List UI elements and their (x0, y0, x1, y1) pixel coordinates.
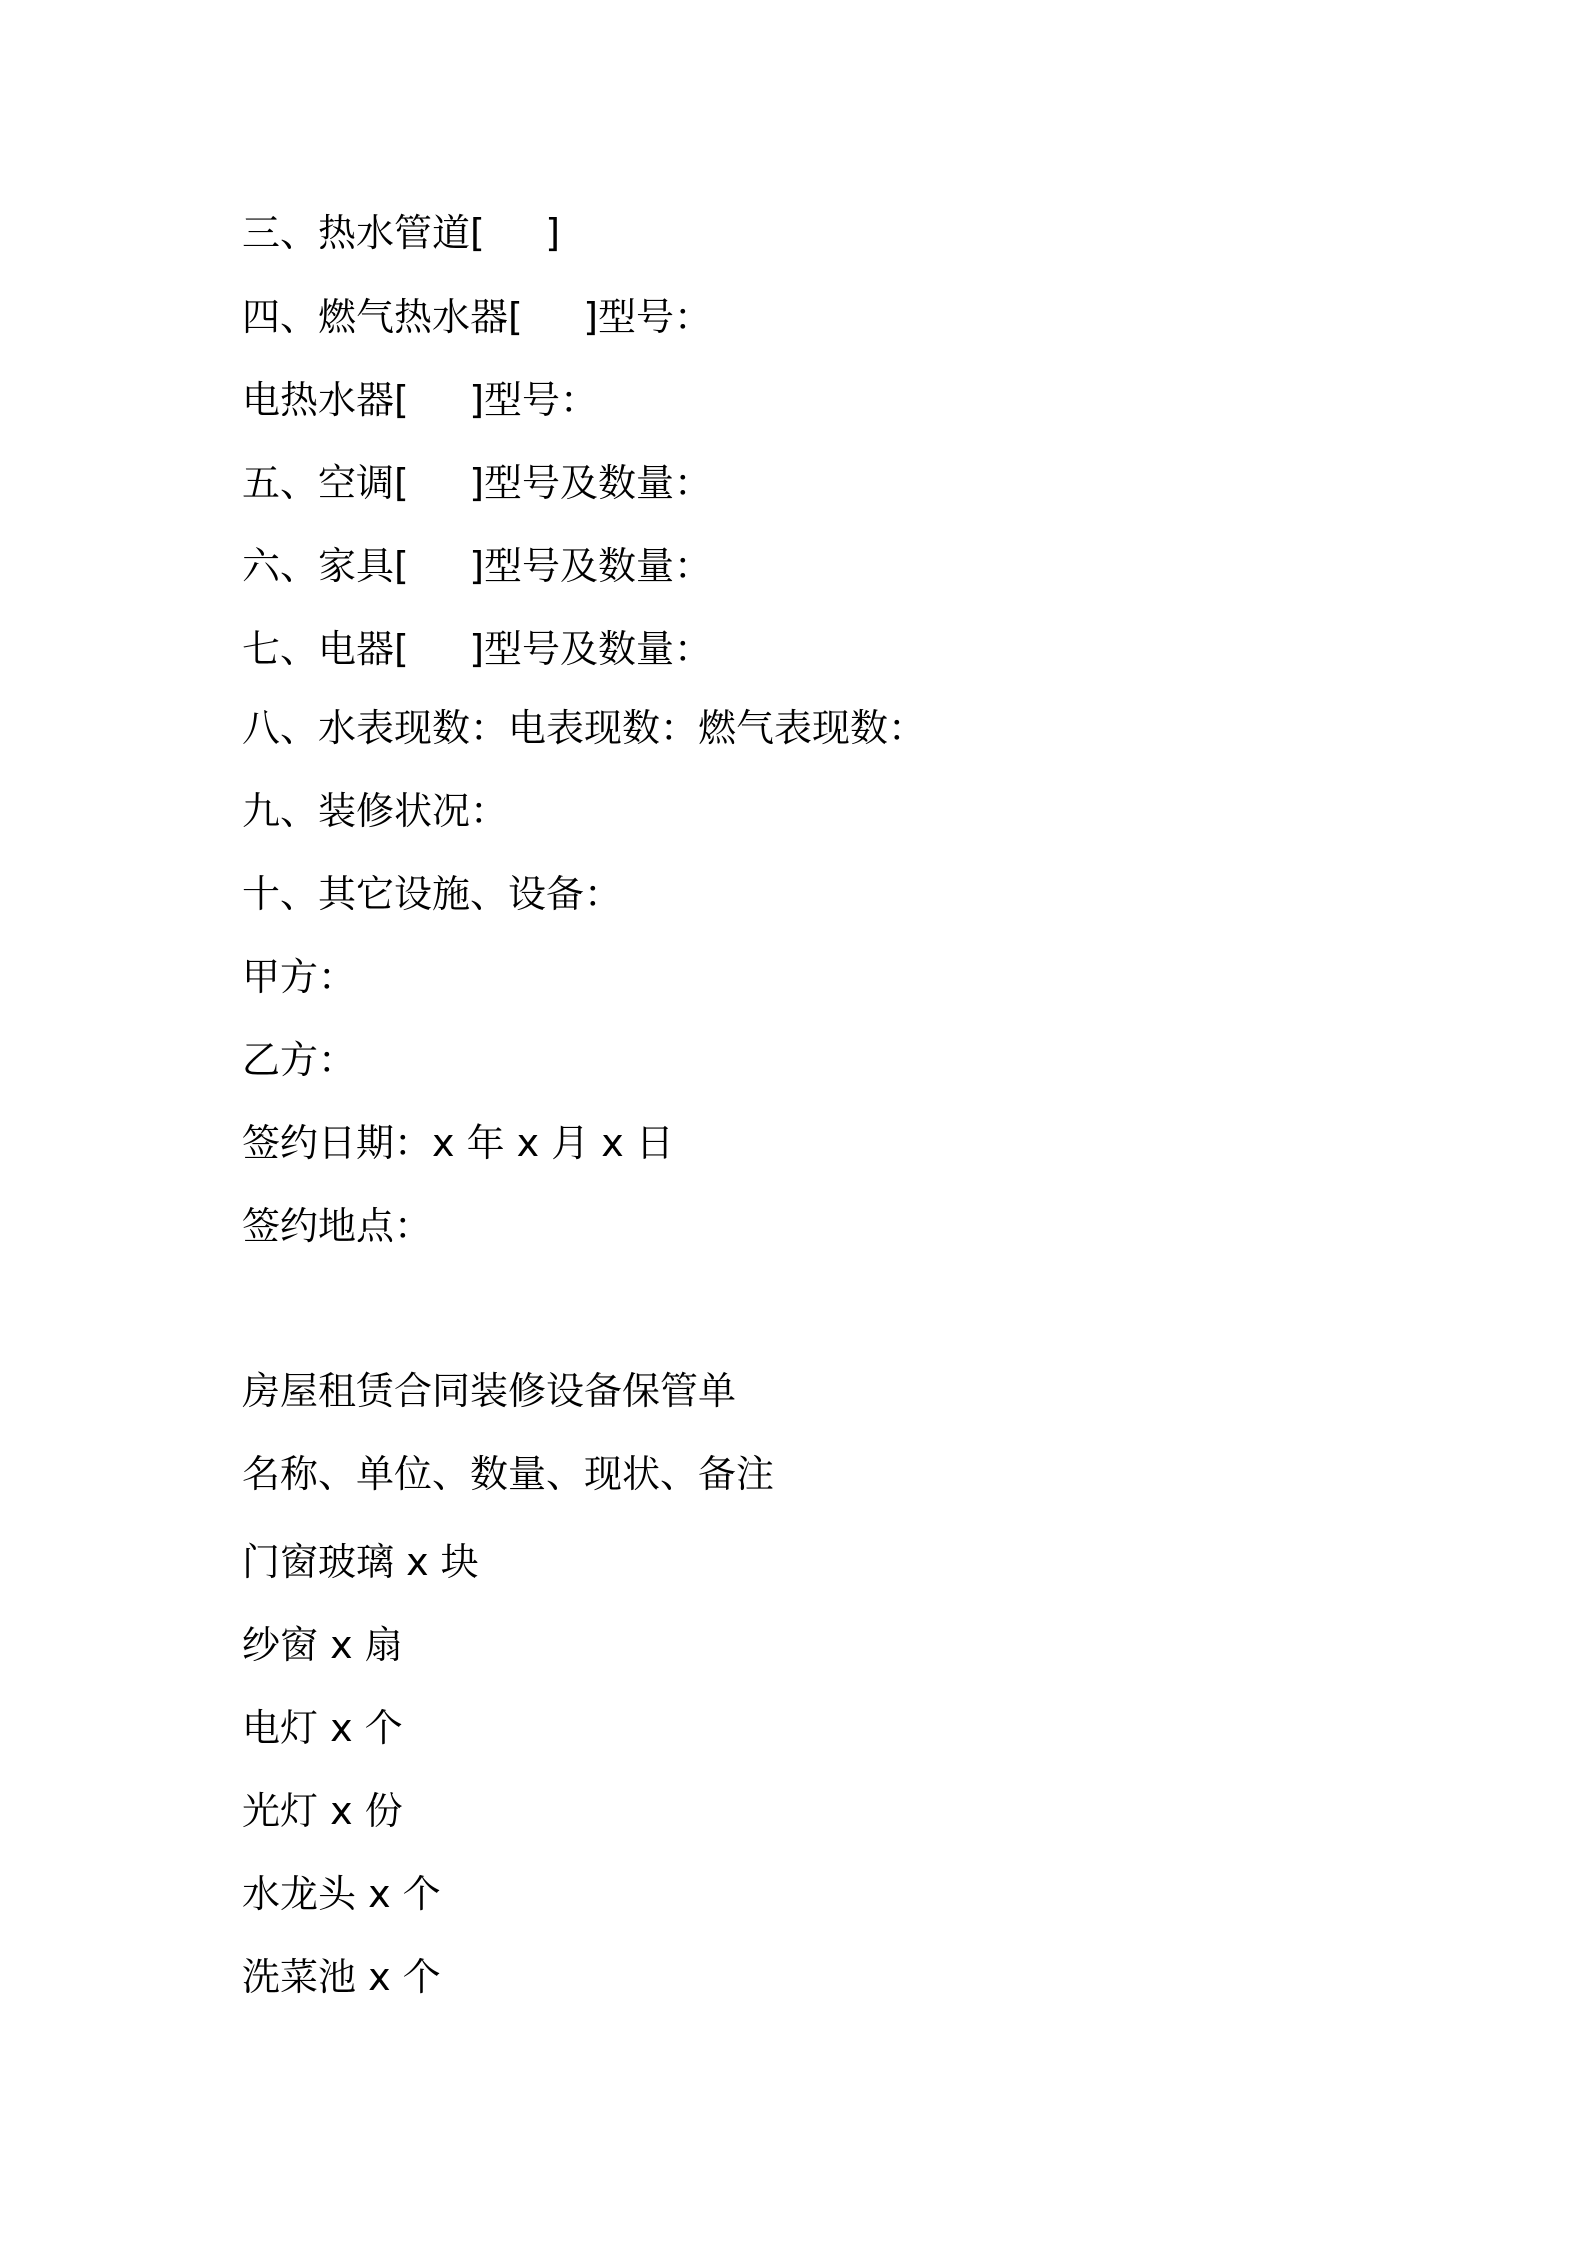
annex-row: 电灯 x 个 (242, 1706, 403, 1750)
annex-row: 纱窗 x 扇 (242, 1623, 403, 1667)
party-a-label: 甲方： (242, 955, 357, 999)
item-gas-water-heater: 四、燃气热水器[ ]型号： (242, 295, 713, 339)
annex-row: 门窗玻璃 x 块 (242, 1540, 479, 1584)
annex-row: 光灯 x 份 (242, 1789, 403, 1833)
annex-row: 水龙头 x 个 (242, 1872, 441, 1916)
annex-title: 房屋租赁合同装修设备保管单 (242, 1369, 737, 1413)
annex-row: 洗菜池 x 个 (242, 1955, 441, 1999)
item-other-facilities: 十、其它设施、设备： (242, 872, 623, 916)
item-electric-water-heater: 电热水器[ ]型号： (242, 378, 599, 422)
item-decoration-status: 九、装修状况： (242, 789, 509, 833)
item-meter-readings: 八、水表现数：电表现数：燃气表现数： (242, 706, 927, 750)
annex-header: 名称、单位、数量、现状、备注 (242, 1452, 775, 1496)
item-air-conditioner: 五、空调[ ]型号及数量： (242, 461, 713, 505)
party-b-label: 乙方： (242, 1038, 357, 1082)
item-furniture: 六、家具[ ]型号及数量： (242, 544, 713, 588)
item-hot-water-pipe: 三、热水管道[ ] (242, 211, 561, 255)
signing-date: 签约日期：x 年 x 月 x 日 (242, 1121, 674, 1165)
item-appliances: 七、电器[ ]型号及数量： (242, 627, 713, 671)
signing-location: 签约地点： (242, 1204, 433, 1248)
